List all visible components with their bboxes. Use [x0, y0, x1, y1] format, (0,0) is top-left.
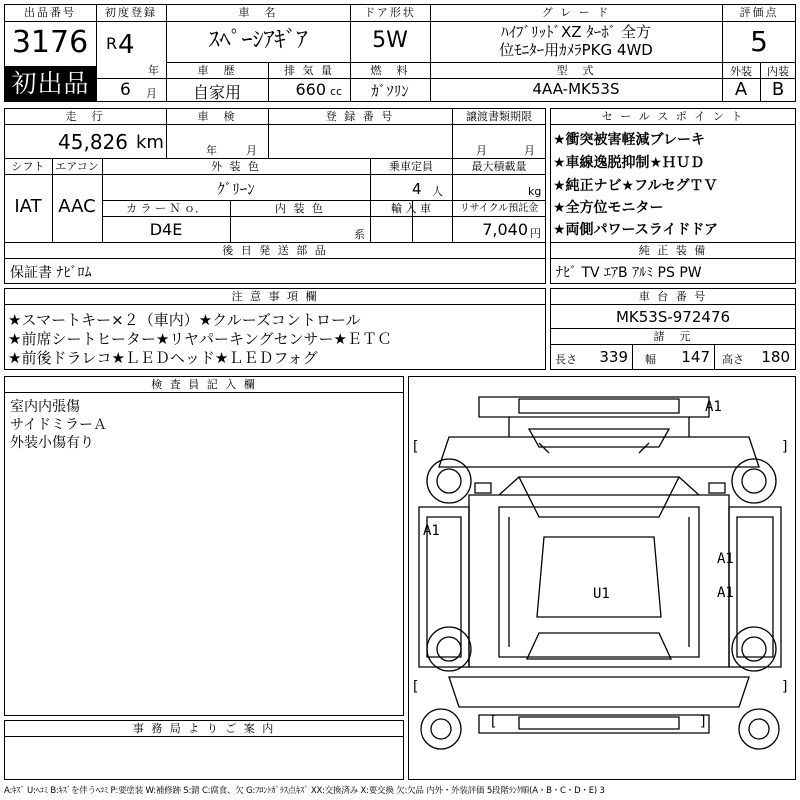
lot-number: 3176: [11, 25, 89, 60]
color-no: D4E: [149, 220, 183, 239]
later-items: 保証書 ﾅﾋﾞﾛﾑ: [10, 265, 92, 281]
mileage-label: 走 行: [65, 110, 105, 123]
capacity: 4: [412, 180, 422, 198]
exterior-color: ｸﾞﾘｰﾝ: [217, 180, 255, 198]
chassis-number: MK53S-972476: [615, 308, 731, 326]
displacement: 660: [295, 80, 326, 99]
fuel: ｶﾞｿﾘﾝ: [371, 82, 409, 100]
color-no-label: カ ラ ー Ｎ ｏ．: [126, 202, 206, 215]
shift: IAT: [14, 196, 42, 217]
month-unit: 月: [146, 87, 157, 100]
fuel-label: 燃 料: [370, 64, 410, 77]
car-name: ｽﾍﾟｰｼｱｷﾞｱ: [208, 28, 308, 53]
ac: AAC: [58, 196, 96, 217]
sales-points-label: セ ー ル ス ポ イ ン ト: [601, 110, 745, 123]
equipment-label: 純 正 装 備: [638, 244, 708, 257]
interior-label: 内装: [767, 65, 789, 78]
score: 5: [750, 25, 768, 58]
damage-mark-front-right: A1: [705, 399, 722, 415]
office-label: 事 務 局 よ り ご 案 内: [132, 722, 276, 735]
damage-mark-right-rear-door: A1: [717, 585, 734, 601]
later-items-label: 後 日 発 送 部 品: [222, 244, 328, 257]
first-listing-badge: 初出品: [5, 66, 96, 101]
persons-unit: 人: [432, 185, 443, 198]
capacity-label: 乗車定員: [389, 160, 433, 173]
sales-point-2: ★車線逸脱抑制★ＨＵＤ: [553, 155, 705, 171]
reg-month: 6: [120, 80, 131, 100]
era-letter: R: [106, 34, 118, 53]
recycle-amount: 7,040: [482, 220, 528, 239]
door-label: ドア形状: [364, 6, 416, 19]
door-type: 5W: [372, 28, 408, 53]
grade-line-1: ﾊｲﾌﾞﾘｯﾄﾞXZ ﾀｰﾎﾞ 全方: [500, 23, 652, 41]
transfer-label: 譲渡書類期限: [466, 110, 532, 123]
length: 339: [599, 348, 628, 366]
import-label: 輸 入 車: [391, 202, 431, 215]
car-outline-icon: [409, 377, 794, 778]
sales-point-1: ★衝突被害軽減ブレーキ: [553, 132, 705, 148]
inspector-line-2: サイドミラーＡ: [10, 417, 108, 433]
notes-label: 注 意 事 項 欄: [231, 290, 319, 303]
displacement-label: 排 気 量: [284, 64, 334, 77]
width: 147: [681, 348, 710, 366]
color-label: 外 装 色: [211, 160, 261, 173]
bracket-left-2: [: [411, 679, 420, 695]
transfer-day-unit: 月: [524, 144, 535, 157]
note-line-3: ★前後ドラレコ★ＬＥＤヘッド★ＬＥＤフォグ: [8, 349, 318, 367]
history-label: 車 歴: [197, 64, 237, 77]
damage-mark-right-front-door: A1: [717, 551, 734, 567]
bracket-right-2: ]: [781, 679, 790, 695]
car-diagram: [408, 376, 796, 780]
inspection-month-unit: 月: [246, 144, 257, 157]
year-unit: 年: [148, 64, 159, 77]
load-label: 最大積載量: [471, 160, 527, 173]
shift-label: シフト: [11, 160, 45, 173]
recycle-label: リサイクル預託金: [459, 203, 539, 214]
note-line-2: ★前席シートヒーター★リヤパーキングセンサー★ＥＴＣ: [8, 330, 392, 348]
note-line-1: ★スマートキー×２（車内）★クルーズコントロール: [8, 311, 361, 329]
transfer-month-unit: 月: [476, 144, 487, 157]
height-label: 高さ: [722, 353, 744, 366]
legend-footer: A:ｷｽﾞ U:ﾍｺﾐ B:ｷｽﾞを伴うﾍｺﾐ P:要塗装 W:補修跡 S:錆 C:腐食、欠 G:ﾌﾛﾝﾄｶﾞﾗｽ点ｷｽﾞ XX:交換済み X:要交換 欠:欠品 内外・外装評価 5段階ﾗﾝｸ順(A・B・C・D・E) 3: [4, 786, 605, 796]
damage-mark-roof: U1: [593, 586, 610, 602]
history: 自家用: [192, 83, 241, 102]
bracket-left-1: [: [411, 439, 420, 455]
ac-label: エアコン: [55, 160, 99, 173]
interior-suffix: 系: [354, 228, 365, 241]
damage-mark-left-side: A1: [423, 523, 440, 539]
equipment: ﾅﾋﾞ TV ｴｱB ｱﾙﾐ PS PW: [556, 265, 702, 281]
exterior-grade: A: [734, 79, 748, 100]
bracket-rear-right: ]: [699, 714, 708, 730]
mileage: 45,826: [58, 130, 128, 154]
model-code-label: 型 式: [556, 64, 596, 77]
plate-label: 登 録 番 号: [325, 110, 395, 123]
car-name-label: 車 名: [238, 6, 278, 19]
exterior-label: 外装: [730, 65, 752, 78]
interior-color-label: 内 装 色: [275, 202, 325, 215]
inspector-line-1: 室内内張傷: [10, 399, 80, 415]
specs-label: 諸 元: [653, 330, 693, 343]
yen-unit: 円: [530, 227, 541, 240]
first-reg-label: 初度登録: [105, 6, 157, 19]
inspection-label: 車 検: [197, 110, 237, 123]
bracket-right-1: ]: [781, 439, 790, 455]
kg-unit: kg: [528, 185, 542, 198]
sales-point-4: ★全方位モニター: [553, 200, 664, 216]
inspector-line-3: 外装小傷有り: [10, 435, 94, 451]
inspector-label: 検 査 員 記 入 欄: [151, 378, 257, 391]
width-label: 幅: [645, 353, 656, 366]
score-label: 評価点: [739, 6, 779, 19]
lot-number-label: 出品番号: [24, 6, 76, 19]
grade-line-2: 位ﾓﾆﾀｰ用ｶﾒﾗPKG 4WD: [499, 41, 653, 59]
model-code: 4AA-MK53S: [532, 80, 620, 98]
bracket-rear-left: [: [489, 714, 498, 730]
interior-grade: B: [771, 79, 785, 100]
chassis-label: 車 台 番 号: [638, 290, 708, 303]
inspection-year-unit: 年: [206, 144, 217, 157]
sales-point-3: ★純正ナビ★フルセグＴＶ: [553, 178, 718, 194]
cc-unit: cc: [330, 85, 343, 98]
height: 180: [761, 348, 790, 366]
sales-point-5: ★両側パワースライドドア: [553, 222, 719, 238]
length-label: 長さ: [555, 353, 577, 366]
reg-year: 4: [118, 30, 135, 60]
km-unit: km: [136, 132, 164, 153]
grade-label: グ レ ー ド: [541, 6, 611, 19]
